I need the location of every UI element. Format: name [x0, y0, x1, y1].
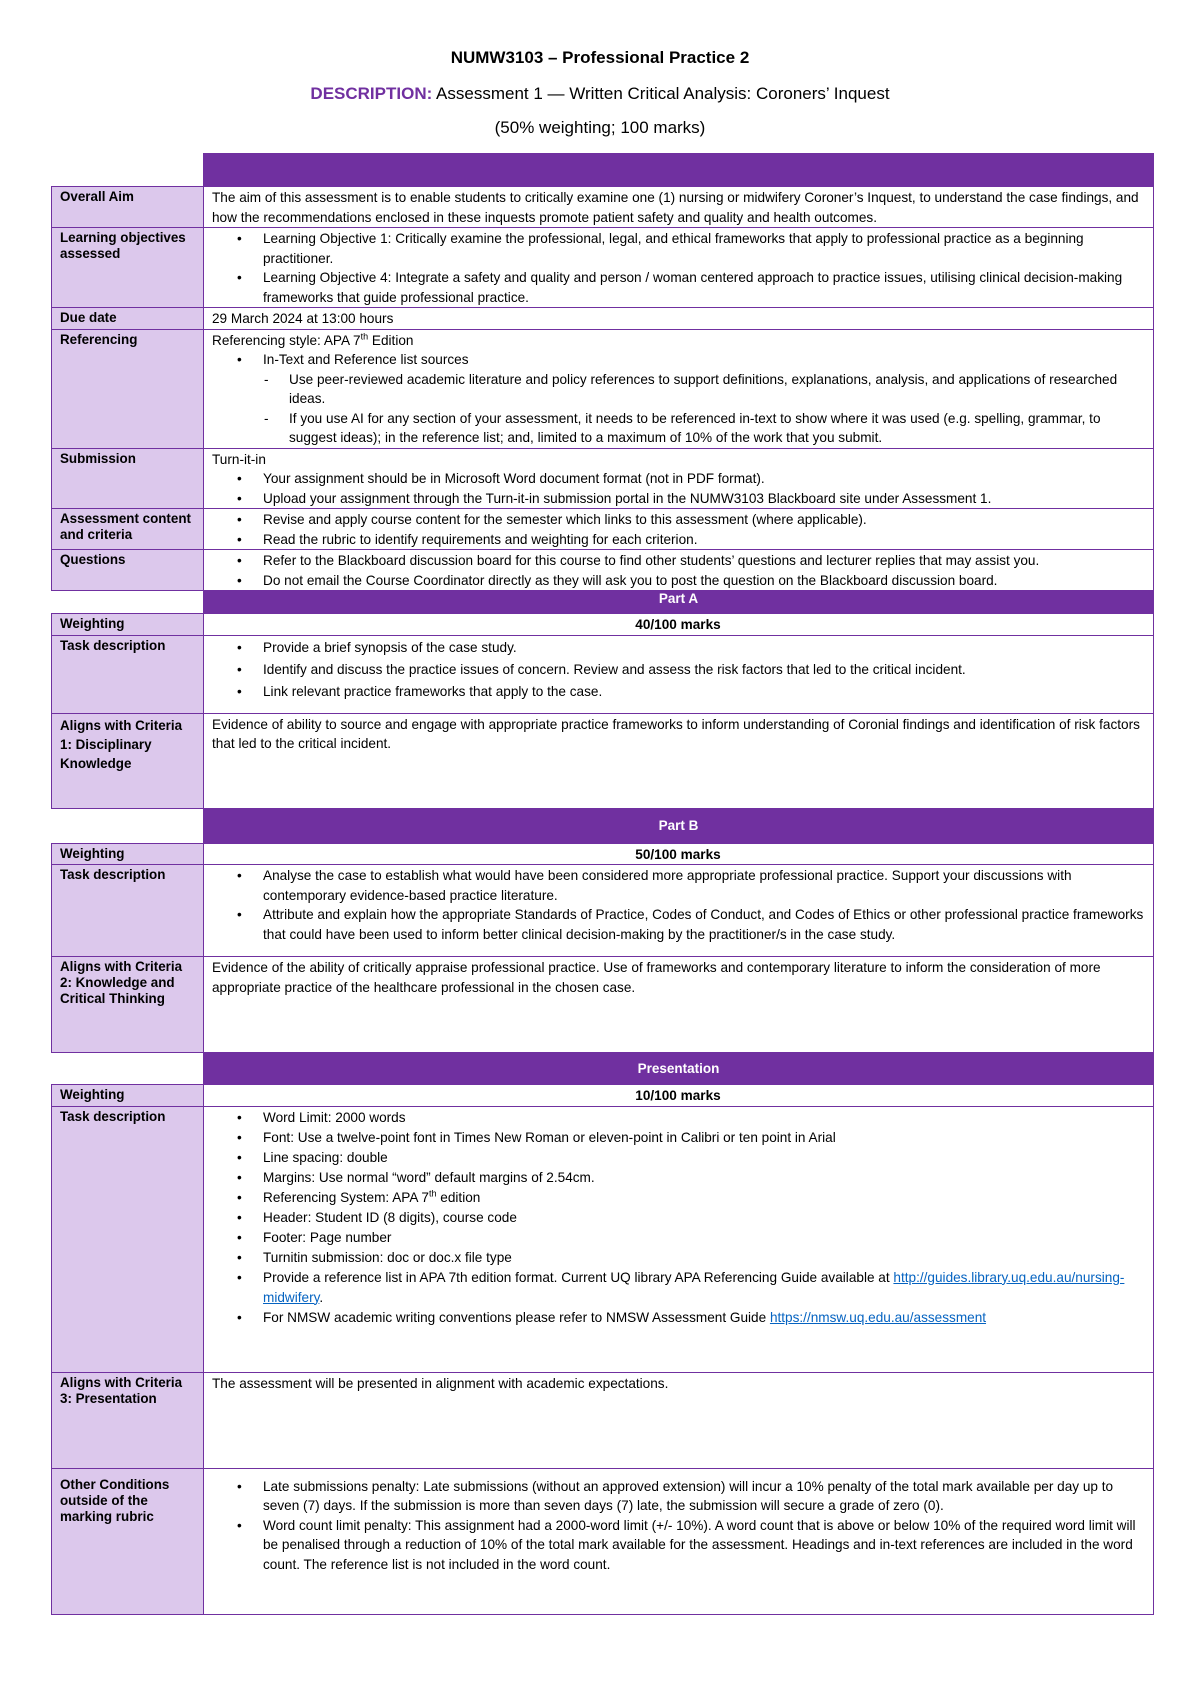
overall-aim-label: Overall Aim: [52, 187, 204, 228]
due-date-text: 29 March 2024 at 13:00 hours: [204, 308, 1154, 330]
part-a-task-label: Task description: [52, 635, 204, 713]
list-item: • Header: Student ID (8 digits), course code: [263, 1208, 1144, 1228]
due-date-row: [52, 308, 1154, 330]
submission-row: [52, 448, 1154, 509]
assessment-content-row: [52, 509, 1154, 550]
list-item: - Use peer-reviewed academic literature and policy references to support definitions, explanations, analysis, and applications of researched ideas.: [289, 370, 1144, 409]
submission-label: Submission: [52, 448, 204, 509]
presentation-task-row: [52, 1106, 1154, 1372]
part-b-criteria-row: [52, 957, 1154, 1053]
referencing-row: [52, 329, 1154, 448]
list-item: • Referencing System: APA 7th edition: [263, 1188, 1144, 1208]
list-item: • Revise and apply course content for the semester which links to this assessment (where applicable).: [263, 510, 1144, 530]
learning-objectives-list: [212, 229, 1144, 307]
learning-objectives-row: [52, 228, 1154, 308]
part-b-criteria-label: Aligns with Criteria 2: Knowledge and Critical Thinking: [52, 957, 204, 1053]
assessment-table: [51, 153, 1154, 1615]
description-label: DESCRIPTION:: [310, 84, 433, 103]
part-a-band-row: [52, 591, 1154, 614]
list-item: • Analyse the case to establish what would have been considered more appropriate professional practice. Support your discussions with contemporary evidence-based practice literature.: [263, 866, 1144, 905]
other-conditions-list: [212, 1477, 1144, 1575]
list-item: • Provide a reference list in APA 7th edition format. Current UQ library APA Referencing Guide available at http://guides.library.uq.edu.au/nursing-midwifery.: [263, 1268, 1144, 1308]
other-conditions-row: [52, 1468, 1154, 1614]
list-item: • Refer to the Blackboard discussion board for this course to find other students’ questions and lecturer replies that may assist you.: [263, 551, 1144, 571]
part-b-band-row: [52, 808, 1154, 843]
list-item: • Learning Objective 4: Integrate a safety and quality and person / woman centered approach to practice issues, utilising clinical decision-making frameworks that guide professional practice.: [263, 268, 1144, 307]
list-item: • Margins: Use normal “word” default margins of 2.54cm.: [263, 1168, 1144, 1188]
list-item: • Attribute and explain how the appropriate Standards of Practice, Codes of Conduct, and Codes of Ethics or other professional practice frameworks that could have been used to inform better clinical decision-making by the practitioner/s in the case study.: [263, 905, 1144, 944]
part-b-weighting-label: Weighting: [52, 843, 204, 865]
part-a-criteria-label: Aligns with Criteria 1: Disciplinary Knowledge: [52, 713, 204, 808]
presentation-title: Presentation: [204, 1053, 1154, 1085]
list-item: • Font: Use a twelve-point font in Times New Roman or eleven-point in Calibri or ten point in Arial: [263, 1128, 1144, 1148]
referencing-style: Referencing style: APA 7th Edition: [212, 330, 414, 348]
description-line: [0, 84, 1200, 104]
part-a-task-row: [52, 635, 1154, 713]
list-item: • For NMSW academic writing conventions please refer to NMSW Assessment Guide https://nmsw.uq.edu.au/assessment: [263, 1308, 1144, 1328]
description-text: Assessment 1 — Written Critical Analysis: Coroners’ Inquest: [432, 84, 890, 103]
nmsw-assessment-link[interactable]: https://nmsw.uq.edu.au/assessment: [769, 1309, 987, 1325]
overall-aim-row: [52, 187, 1154, 228]
list-item: • Line spacing: double: [263, 1148, 1144, 1168]
weighting-line: (50% weighting; 100 marks): [494, 118, 706, 137]
presentation-band-row: [52, 1053, 1154, 1085]
header-band-row: [52, 154, 1154, 187]
list-item: • Word count limit penalty: This assignment had a 2000-word limit (+/- 10%). A word count that is above or below 10% of the required word limit will be penalised through a reduction of 10% of the total mark available for the assessment. Headings and in-text references are included in the word count. The reference list is not included in the word count.: [263, 1516, 1144, 1575]
part-b-task-label: Task description: [52, 865, 204, 957]
part-b-title: Part B: [204, 808, 1154, 843]
part-a-weighting-label: Weighting: [52, 614, 204, 636]
presentation-criteria-label: Aligns with Criteria 3: Presentation: [52, 1372, 204, 1468]
list-item: • Your assignment should be in Microsoft Word document format (not in PDF format).: [263, 469, 1144, 489]
list-item: • Identify and discuss the practice issues of concern. Review and assess the risk factors that led to the critical incident.: [263, 659, 1144, 681]
list-item: • Provide a brief synopsis of the case study.: [263, 637, 1144, 659]
presentation-criteria-row: [52, 1372, 1154, 1468]
learning-objectives-label: Learning objectives assessed: [52, 228, 204, 308]
part-b-weighting-row: [52, 843, 1154, 865]
referencing-label: Referencing: [52, 329, 204, 448]
part-a-title: Part A: [204, 591, 1154, 614]
other-conditions-label: Other Conditions outside of the marking rubric: [52, 1468, 204, 1614]
submission-text: Turn-it-in: [212, 451, 266, 467]
part-b-criteria-text: Evidence of the ability of critically appraise professional practice. Use of frameworks and contemporary literature to inform the consideration of more appropriate practice of the healthcare professional in the chosen case.: [204, 957, 1154, 1053]
part-b-task-row: [52, 865, 1154, 957]
presentation-weighting-label: Weighting: [52, 1085, 204, 1107]
presentation-weighting-row: [52, 1085, 1154, 1107]
list-item: • Do not email the Course Coordinator directly as they will ask you to post the question on the Blackboard discussion board.: [263, 571, 1144, 591]
overall-aim-text: The aim of this assessment is to enable students to critically examine one (1) nursing or midwifery Coroner’s Inquest, to understand the case findings, and how the recommendations enclosed in these inquests promote patient safety and quality and health outcomes.: [204, 187, 1154, 228]
part-a-criteria-row: [52, 713, 1154, 808]
list-item: • Link relevant practice frameworks that apply to the case.: [263, 681, 1144, 703]
presentation-weighting: 10/100 marks: [204, 1085, 1154, 1107]
presentation-task-label: Task description: [52, 1106, 204, 1372]
part-a-criteria-text: Evidence of ability to source and engage with appropriate practice frameworks to inform understanding of Coronial findings and identification of risk factors that led to the critical incident.: [204, 713, 1154, 808]
list-item: • Upload your assignment through the Turn-it-in submission portal in the NUMW3103 Blackboard site under Assessment 1.: [263, 489, 1144, 509]
list-item: • In-Text and Reference list sources: [263, 350, 1144, 370]
course-title: NUMW3103 – Professional Practice 2: [450, 48, 750, 67]
presentation-criteria-text: The assessment will be presented in alignment with academic expectations.: [204, 1372, 1154, 1468]
list-item: - If you use AI for any section of your assessment, it needs to be referenced in-text to show where it was used (e.g. spelling, grammar, to suggest ideas); in the reference list; and, limited to a maximum of 10% of the work that you submit.: [289, 409, 1144, 448]
header-band: [204, 154, 1154, 187]
questions-row: [52, 550, 1154, 591]
part-a-weighting-row: [52, 614, 1154, 636]
questions-label: Questions: [52, 550, 204, 591]
list-item: • Read the rubric to identify requirements and weighting for each criterion.: [263, 530, 1144, 550]
part-b-weighting: 50/100 marks: [204, 843, 1154, 865]
due-date-label: Due date: [52, 308, 204, 330]
part-a-weighting: 40/100 marks: [204, 614, 1154, 636]
list-item: • Late submissions penalty: Late submissions (without an approved extension) will incur a 10% penalty of the total mark available per day up to seven (7) days. If the submission is more than seven days (7) late, the submission will secure a grade of zero (0).: [263, 1477, 1144, 1516]
list-item: • Footer: Page number: [263, 1228, 1144, 1248]
presentation-task-list: [212, 1108, 1144, 1328]
list-item: • Word Limit: 2000 words: [263, 1108, 1144, 1128]
referencing-dash-list: [212, 370, 1144, 448]
assessment-content-label: Assessment content and criteria: [52, 509, 204, 550]
list-item: • Learning Objective 1: Critically examine the professional, legal, and ethical frameworks that apply to professional practice as a beginning practitioner.: [263, 229, 1144, 268]
uq-library-link[interactable]: http://guides.library.uq.edu.au/nursing-midwifery: [263, 1269, 1125, 1305]
list-item: • Turnitin submission: doc or doc.x file type: [263, 1248, 1144, 1268]
